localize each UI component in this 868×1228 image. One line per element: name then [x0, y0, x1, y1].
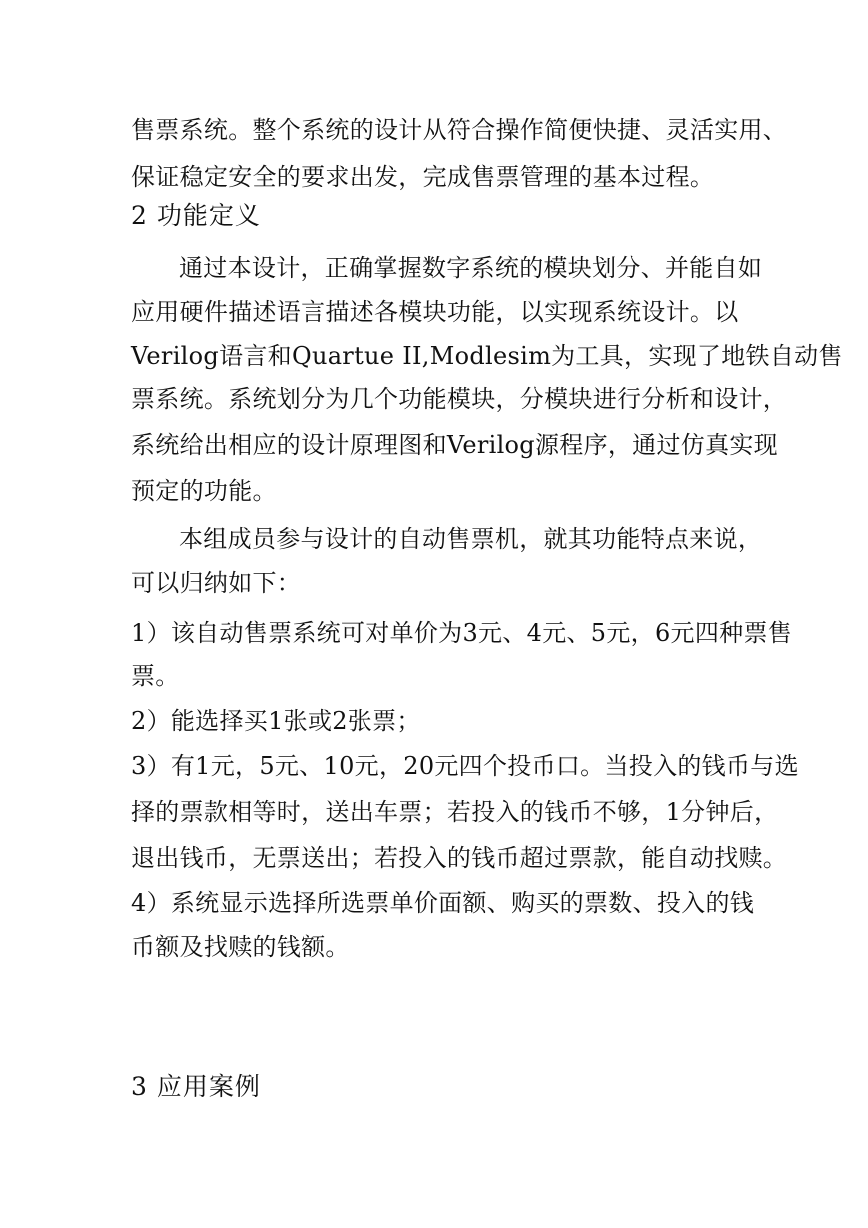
- para1-line-4: 票系统。系统划分为几个功能模块，分模块进行分析和设计，: [131, 385, 788, 413]
- section-2-heading: 2 功能定义: [131, 201, 261, 230]
- para1-line-2: 应用硬件描述语言描述各模块功能，以实现系统设计。以: [131, 298, 739, 326]
- list-item-4-line-1: 4）系统显示选择所选票单价面额、购买的票数、投入的钱: [131, 889, 755, 917]
- list-item-3-line-3: 退出钱币，无票送出；若投入的钱币超过票款，能自动找赎。: [131, 844, 788, 872]
- para1-line-3: Verilog语言和Quartue II,Modlesim为工具，实现了地铁自动售: [131, 342, 843, 370]
- list-item-4-line-2: 币额及找赎的钱额。: [131, 933, 350, 961]
- list-item-3-line-1: 3）有1元，5元、10元，20元四个投币口。当投入的钱币与选: [131, 752, 799, 780]
- intro-line-2: 保证稳定安全的要求出发，完成售票管理的基本过程。: [131, 163, 715, 191]
- para1-line-6: 预定的功能。: [131, 477, 277, 505]
- para1-line-1: 通过本设计，正确掌握数字系统的模块划分、并能自如: [179, 254, 763, 282]
- para1-line-5: 系统给出相应的设计原理图和Verilog源程序，通过仿真实现: [131, 431, 778, 459]
- list-item-2: 2）能选择买1张或2张票；: [131, 707, 421, 735]
- list-item-1-line-2: 票。: [131, 662, 180, 690]
- intro-line-1: 售票系统。整个系统的设计从符合操作简便快捷、灵活实用、: [131, 116, 788, 144]
- list-item-3-line-2: 择的票款相等时，送出车票；若投入的钱币不够，1分钟后，: [131, 798, 779, 826]
- para2-line-2: 可以归纳如下：: [131, 569, 302, 597]
- para2-line-1: 本组成员参与设计的自动售票机，就其功能特点来说，: [179, 525, 763, 553]
- list-item-1-line-1: 1）该自动售票系统可对单价为3元、4元、5元，6元四种票售: [131, 619, 793, 647]
- section-3-heading: 3 应用案例: [131, 1072, 261, 1101]
